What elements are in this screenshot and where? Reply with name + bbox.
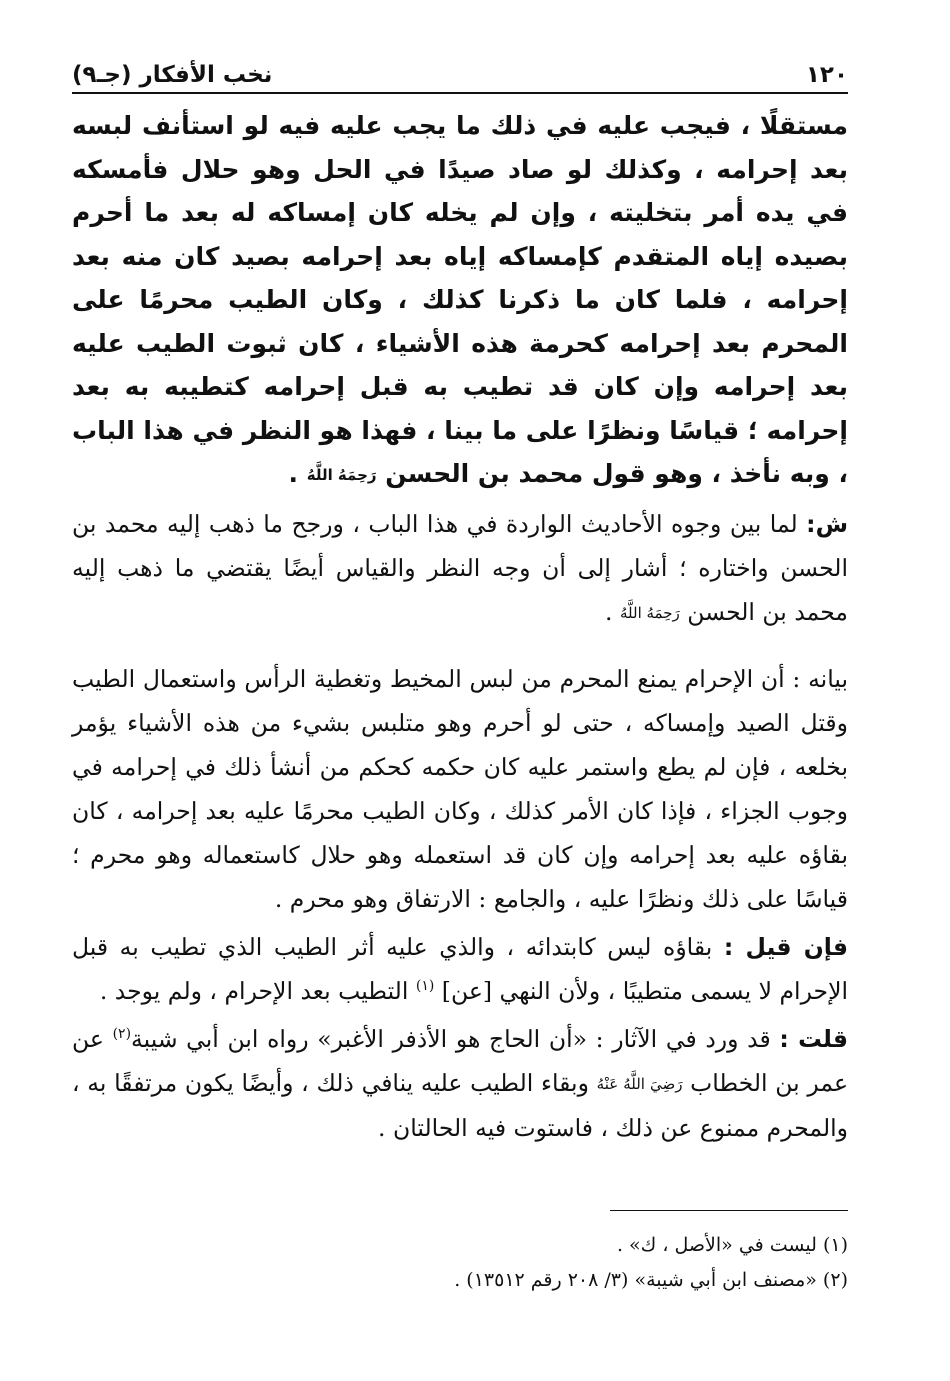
sentence-end: . <box>605 597 620 626</box>
reply-paragraph <box>72 1017 848 1150</box>
honorific-rahimahullah: رَحِمَهُ اللَّهُ <box>620 603 680 622</box>
reply-lead: قلت : <box>779 1024 848 1053</box>
running-header <box>72 38 848 88</box>
explanation-paragraph: بيانه : أن الإحرام يمنع المحرم من لبس المخيط وتغطية الرأس واستعمال الطيب وقتل الصيد وإمساكه ، حتى لو أحرم وهو متلبس بشيء من هذه الأشياء يؤمر بخلعه ، فإن لم يطع واستمر عليه كان حكمه كحكم من أنشأ ذلك في إحرامه في وجوب الجزاء ، فإذا كان الأمر كذلك ، وكان الطيب محرمًا عليه بعد إحرامه ، كان بقاؤه عليه بعد إحرامه وإن كان قد استعمله وهو حلال كاستعماله وهو محرم ؛ قياسًا على ذلك ونظرًا عليه ، والجامع : الارتفاق وهو محرم . <box>72 664 848 913</box>
page-number: ١٢٠ <box>805 62 848 88</box>
honorific-radiallahu: رَضِيَ اللَّهُ عَنْهُ <box>596 1074 683 1093</box>
commentary-lead: ش: <box>806 509 848 538</box>
objection-text-after: التطيب بعد الإحرام ، ولم يوجد . <box>99 976 416 1005</box>
objection-text-before: بقاؤه ليس كابتدائه ، والذي عليه أثر الطيب الذي تطيب به قبل الإحرام لا يسمى متطيبًا ، ولأن النهي [عن] <box>72 932 848 1005</box>
main-text-body: مستقلًا ، فيجب عليه في ذلك ما يجب عليه فيه لو استأنف لبسه بعد إحرامه ، وكذلك لو صاد صيدًا في الحل وهو حلال فأمسكه في يده أمر بتخليته ، وإن لم يخله كان إمساكه له بعد ما أحرم بصيده إياه المتقدم كإمساكه إياه بعد إحرامه بصيد كان منه بعد إحرامه ، فلما كان ما ذكرنا كذلك ، وكان الطيب محرمًا على المحرم بعد إحرامه كحرمة هذه الأشياء ، كان ثبوت الطيب عليه بعد إحرامه وإن كان قد تطيب به قبل إحرامه كتطيبه به بعد إحرامه ؛ قياسًا ونظرًا على ما بينا ، فهذا هو النظر في هذا الباب ، وبه نأخذ ، وهو قول محمد بن الحسن <box>72 111 848 488</box>
main-text-passage <box>72 104 848 498</box>
footnotes <box>72 1228 848 1298</box>
footnote-1: (١) ليست في «الأصل ، ك» . <box>616 1234 848 1256</box>
reply-text-middle: عن عمر بن الخطاب <box>72 1024 848 1097</box>
header-divider <box>72 92 848 94</box>
reply-text-before: قد ورد في الآثار : «أن الحاج هو الأذفر الأغبر» رواه ابن أبي شيبة <box>131 1024 780 1053</box>
commentary-text: لما بين وجوه الأحاديث الواردة في هذا الباب ، ورجح ما ذهب إليه محمد بن الحسن واختاره ؛ أشار إلى أن وجه النظر والقياس أيضًا يقتضي ما ذهب إليه محمد بن الحسن <box>72 509 848 626</box>
footnote-divider <box>610 1210 848 1211</box>
footnote-ref-1: (١) <box>415 977 435 994</box>
footnote-2: (٢) «مصنف ابن أبي شيبة» (٣/ ٢٠٨ رقم ١٣٥١٢) . <box>454 1269 848 1291</box>
sentence-end: . <box>288 459 307 488</box>
objection-paragraph <box>72 925 848 1013</box>
objection-lead: فإن قيل : <box>723 932 848 961</box>
honorific-rahimahullah: رَحِمَهُ اللَّهُ <box>306 466 377 484</box>
reply-text-after: وبقاء الطيب عليه ينافي ذلك ، وأيضًا يكون مرتفقًا به ، والمحرم ممنوع عن ذلك ، فاستوت فيه الحالتان . <box>72 1068 848 1142</box>
book-page <box>72 38 848 1348</box>
commentary-paragraph <box>72 502 848 635</box>
book-title: نخب الأفكار (جـ٩) <box>72 62 273 88</box>
footnote-ref-2: (٢) <box>112 1025 132 1042</box>
